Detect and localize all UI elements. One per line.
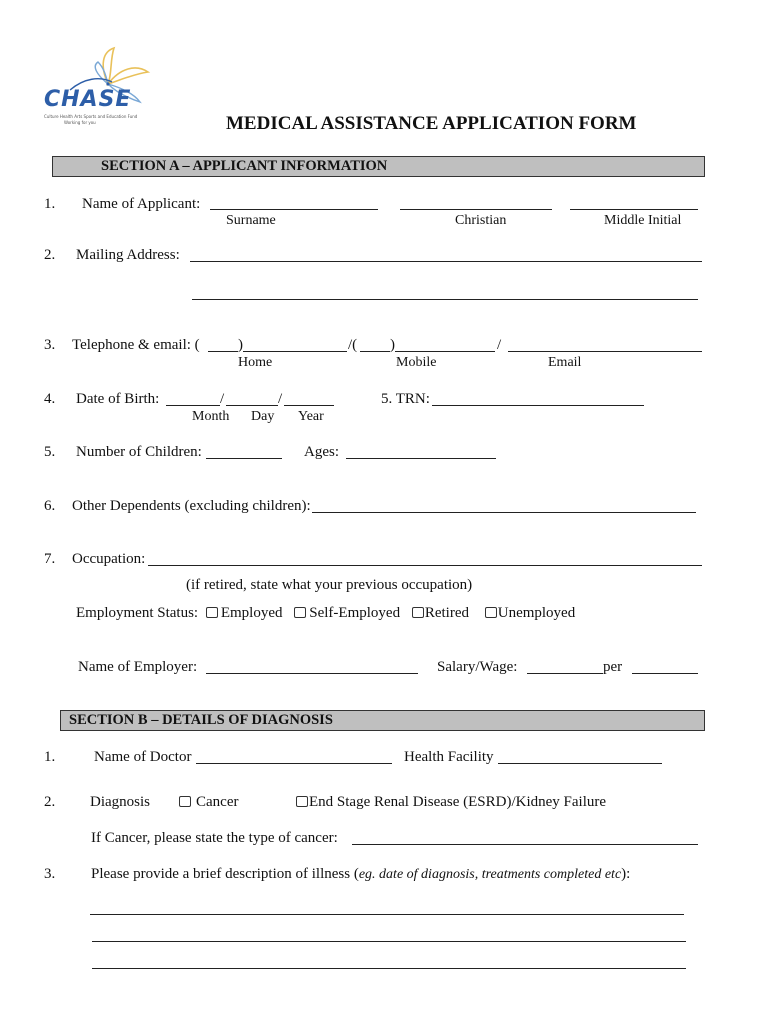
dependents-label: Other Dependents (excluding children):: [72, 498, 311, 514]
a6-number: 6.: [44, 498, 56, 514]
a1-number: 1.: [44, 196, 56, 212]
esrd-option-label: End Stage Renal Disease (ESRD)/Kidney Failure: [309, 794, 607, 810]
salary-field[interactable]: [527, 673, 603, 674]
cancer-type-field[interactable]: [352, 844, 698, 845]
email-field[interactable]: [508, 351, 702, 352]
children-label: Number of Children:: [76, 444, 202, 460]
illness-label-end: ):: [621, 866, 631, 882]
ages-label: Ages:: [304, 444, 339, 460]
section-b-heading: [60, 710, 705, 731]
mobile-caption: Mobile: [396, 355, 437, 370]
dob-slash-2: /: [278, 391, 283, 407]
home-phone-field[interactable]: [243, 351, 347, 352]
cancer-checkbox[interactable]: [179, 796, 191, 807]
illness-label-start: Please provide a brief description of illness (: [91, 866, 359, 882]
cancer-option-label: Cancer: [196, 794, 239, 810]
self-employed-option-label: Self-Employed: [309, 605, 401, 621]
esrd-option: [293, 793, 606, 811]
employer-field[interactable]: [206, 673, 418, 674]
a4-number: 4.: [44, 391, 56, 407]
salary-period-field[interactable]: [632, 673, 698, 674]
per-label: per: [603, 659, 623, 675]
retired-checkbox[interactable]: [412, 607, 424, 618]
day-caption: Day: [251, 409, 275, 424]
section-b-heading-text: SECTION B – DETAILS OF DIAGNOSIS: [69, 712, 333, 728]
employed-option-label: Employed: [220, 605, 283, 621]
christian-name-field[interactable]: [400, 209, 552, 210]
paren-close-1: ): [238, 337, 243, 353]
month-caption: Month: [192, 409, 230, 424]
surname-field[interactable]: [210, 209, 378, 210]
illness-description-label: [91, 865, 630, 884]
phone-separator: /(: [348, 337, 358, 353]
paren-close-2: ): [390, 337, 395, 353]
illness-label-example: eg. date of diagnosis, treatments completed etc: [358, 867, 622, 882]
dob-month-field[interactable]: [166, 405, 220, 406]
employed-checkbox[interactable]: [206, 607, 218, 618]
diagnosis-label: Diagnosis: [90, 794, 150, 810]
employer-label: Name of Employer:: [78, 659, 198, 675]
email-slash: /: [497, 337, 502, 353]
applicant-name-label: Name of Applicant:: [82, 196, 201, 212]
year-caption: Year: [298, 409, 324, 424]
dob-slash-1: /: [220, 391, 225, 407]
trn-label: 5. TRN:: [381, 391, 430, 407]
chase-logo: [40, 44, 160, 128]
occupation-field[interactable]: [148, 565, 702, 566]
mailing-address-label: Mailing Address:: [76, 247, 180, 263]
illness-description-line-1[interactable]: [90, 914, 684, 915]
logo-wordmark: CHASE: [44, 87, 132, 112]
a5-number: 5.: [44, 444, 56, 460]
facility-label: Health Facility: [404, 749, 494, 765]
employment-status-label: Employment Status:: [76, 605, 199, 621]
telephone-label: Telephone & email: (: [72, 337, 200, 353]
logo-tagline-2: Working for you: [64, 120, 96, 125]
mobile-phone-field[interactable]: [395, 351, 495, 352]
mailing-address-field-1[interactable]: [190, 261, 702, 262]
middle-initial-caption: Middle Initial: [604, 213, 682, 228]
a7-number: 7.: [44, 551, 56, 567]
home-caption: Home: [238, 355, 273, 370]
mailing-address-field-2[interactable]: [192, 299, 698, 300]
cancer-type-label: If Cancer, please state the type of cancer:: [91, 830, 338, 846]
christian-caption: Christian: [455, 213, 507, 228]
salary-label: Salary/Wage:: [437, 659, 518, 675]
surname-caption: Surname: [226, 213, 276, 228]
unemployed-checkbox[interactable]: [485, 607, 497, 618]
b2-number: 2.: [44, 794, 56, 810]
mobile-area-code-field[interactable]: [360, 351, 390, 352]
dob-day-field[interactable]: [226, 405, 278, 406]
a2-number: 2.: [44, 247, 56, 263]
section-a-heading-text: SECTION A – APPLICANT INFORMATION: [101, 158, 388, 174]
ages-field[interactable]: [346, 458, 496, 459]
dependents-field[interactable]: [312, 512, 696, 513]
email-caption: Email: [548, 355, 582, 370]
illness-description-line-2[interactable]: [92, 941, 686, 942]
occupation-label: Occupation:: [72, 551, 146, 567]
cancer-option: [176, 793, 238, 811]
form-title: MEDICAL ASSISTANCE APPLICATION FORM: [226, 113, 637, 134]
a3-number: 3.: [44, 337, 56, 353]
doctor-label: Name of Doctor: [94, 749, 192, 765]
illness-description-line-3[interactable]: [92, 968, 686, 969]
retired-option-label: Retired: [424, 605, 469, 621]
doctor-field[interactable]: [196, 763, 392, 764]
esrd-checkbox[interactable]: [296, 796, 308, 807]
home-area-code-field[interactable]: [208, 351, 238, 352]
children-count-field[interactable]: [206, 458, 282, 459]
section-a-heading: [52, 156, 705, 177]
unemployed-option-label: Unemployed: [497, 605, 576, 621]
facility-field[interactable]: [498, 763, 662, 764]
retired-note: (if retired, state what your previous occupation): [186, 577, 473, 593]
dob-year-field[interactable]: [284, 405, 334, 406]
b3-number: 3.: [44, 866, 56, 882]
dob-label: Date of Birth:: [76, 391, 160, 407]
middle-initial-field[interactable]: [570, 209, 698, 210]
self-employed-checkbox[interactable]: [294, 607, 306, 618]
logo-tagline: Culture Health Arts Sports and Education Fund: [44, 114, 138, 119]
b1-number: 1.: [44, 749, 56, 765]
employment-status-row: [76, 604, 575, 622]
trn-field[interactable]: [432, 405, 644, 406]
